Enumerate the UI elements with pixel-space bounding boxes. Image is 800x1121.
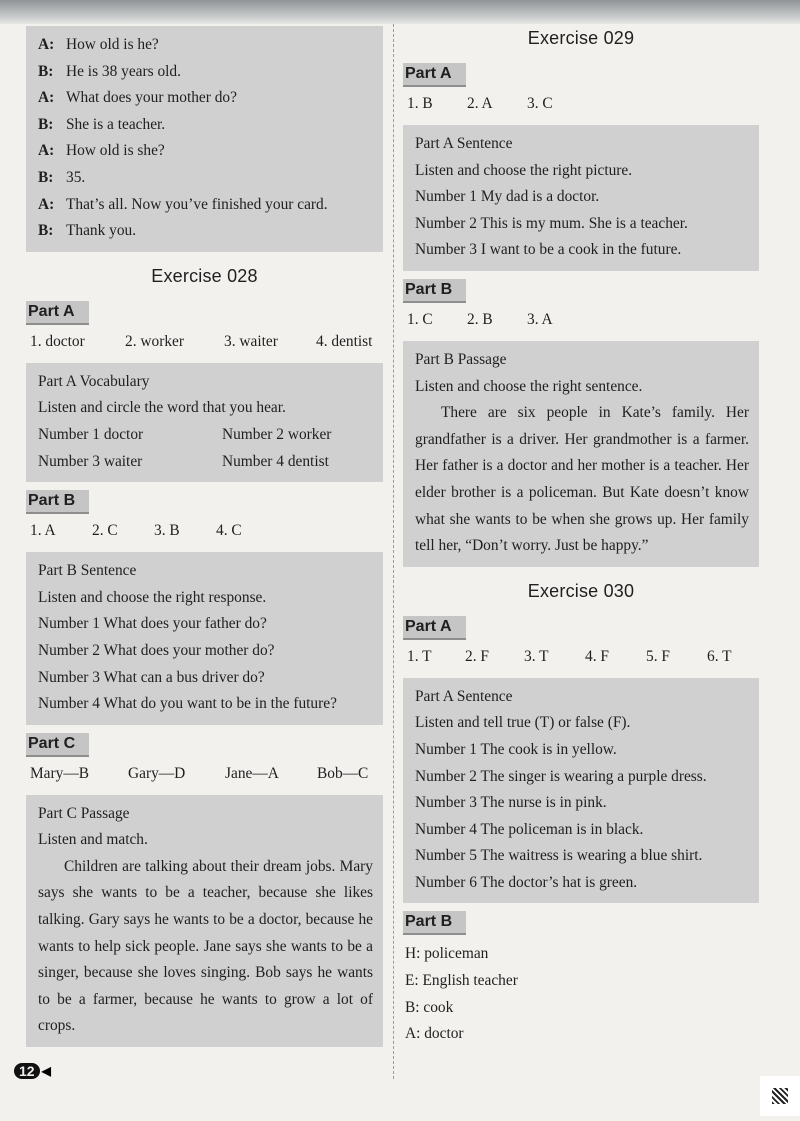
page-number-text: 12 [14,1063,40,1079]
dialogue-line: A: How old is he? [38,36,159,53]
box-title: Part B Sentence [38,562,137,580]
exercise-029-title: Exercise 029 [527,28,635,48]
ex028-part-c-box [26,795,383,1047]
sentence-item: Number 3 The nurse is in pink. [415,794,607,812]
box-title: Part B Passage [415,350,507,368]
box-title: Part A Vocabulary [38,372,150,390]
ex028-part-a-box [26,363,383,482]
right-column [403,26,759,1048]
exercise-030-title: Exercise 030 [527,580,635,601]
ex030-part-b-answers [405,941,759,1047]
vocab-row: Number 1 doctor Number 2 worker [38,425,332,443]
instruction: Listen and circle the word that you hear. [38,399,286,417]
sentence-item: Number 2 This is my mum. She is a teacher. [415,214,688,232]
passage: Children are talking about their dream jobs. Mary says she wants to be a teacher, because she likes talking. Gary says he wants to be a doctor, because he wants to help sick people. Jane says she wants to be a singer, because she loves singing. Bob says he wants to be a farmer, because he wants to grow a lot of crops. [38,857,373,1035]
page-number [14,1060,52,1082]
instruction: Listen and tell true (T) or false (F). [415,714,631,732]
ex029-part-b-box [403,341,759,567]
sentence-item: Number 1 My dad is a doctor. [415,188,600,206]
match-answer: E: English teacher [405,972,518,990]
ex029-part-a-answers: 1. B 2. A 3. C [407,95,553,112]
match-answer: H: policeman [405,945,489,963]
dialogue-line: A: How old is she? [38,142,165,160]
qr-code-icon [760,1076,800,1116]
dialogue-line: A: That’s all. Now you’ve finished your card. [38,195,328,213]
sentence-item: Number 4 The policeman is in black. [415,820,644,838]
match-answer: B: cook [405,998,454,1016]
sentence-item: Number 2 What does your mother do? [38,641,275,659]
ex028-part-b-box [26,552,383,725]
sentence-item: Number 3 I want to be a cook in the future. [415,241,682,259]
box-title: Part C Passage [38,804,130,822]
sentence-item: Number 1 What does your father do? [38,615,267,633]
speaker-icon: ◀ [41,1064,51,1078]
dialogue-line: B: She is a teacher. [38,115,166,133]
ex030-part-b-heading: Part B [403,911,466,935]
ex029-part-a-box [403,125,759,271]
ex028-part-a-answers: 1. doctor 2. worker 3. waiter 4. dentist [30,332,373,350]
ex028-part-b-heading: Part B [26,490,89,514]
ex029-part-a-heading: Part A [403,63,466,87]
ex030-part-a-heading: Part A [403,616,466,640]
box-title: Part A Sentence [415,135,513,152]
dialogue-line: B: Thank you. [38,222,137,240]
dialogue-line: A: What does your mother do? [38,89,237,107]
match-answer: A: doctor [405,1025,464,1043]
instruction: Listen and choose the right response. [38,588,267,606]
passage: There are six people in Kate’s family. Her grandfather is a driver. Her grandmother is a farmer. Her father is a doctor and her mother is a teacher. Her elder brother is a policeman. But Kate doesn’t know what she wants to be when she grows up. Her family tell her, “Don’t worry. Just be happy.” [415,404,749,555]
ex029-part-b-heading: Part B [403,279,466,303]
sentence-item: Number 1 The cook is in yellow. [415,740,617,758]
sentence-item: Number 5 The waitress is wearing a blue shirt. [415,847,703,865]
vocab-row: Number 3 waiter Number 4 dentist [38,452,329,470]
left-column [26,26,383,1055]
page-top-edge [0,0,800,24]
instruction: Listen and choose the right picture. [415,161,633,179]
exercise-028-title: Exercise 028 [151,265,258,286]
sentence-item: Number 6 The doctor’s hat is green. [415,873,638,891]
ex028-part-c-heading: Part C [26,733,89,757]
sentence-item: Number 4 What do you want to be in the future? [38,695,337,713]
instruction: Listen and match. [38,831,148,849]
ex028-part-b-answers: 1. A 2. C 3. B 4. C [30,522,242,540]
ex029-part-b-answers: 1. C 2. B 3. A [407,310,553,328]
dialogue-line: B: 35. [38,168,86,186]
ex030-part-a-answers: 1. T 2. F 3. T 4. F 5. F 6. T [407,647,732,665]
dialogue-line: B: He is 38 years old. [38,62,181,80]
sentence-item: Number 2 The singer is wearing a purple dress. [415,767,707,785]
ex030-part-a-box [403,678,759,904]
ex028-part-c-answers: Mary—B Gary—D Jane—A Bob—C [30,764,369,782]
column-divider [393,24,394,1079]
instruction: Listen and choose the right sentence. [415,377,643,395]
ex028-part-a-heading: Part A [26,301,89,325]
box-title: Part A Sentence [415,687,513,705]
sentence-item: Number 3 What can a bus driver do? [38,668,265,686]
dialogue-box [26,26,383,252]
